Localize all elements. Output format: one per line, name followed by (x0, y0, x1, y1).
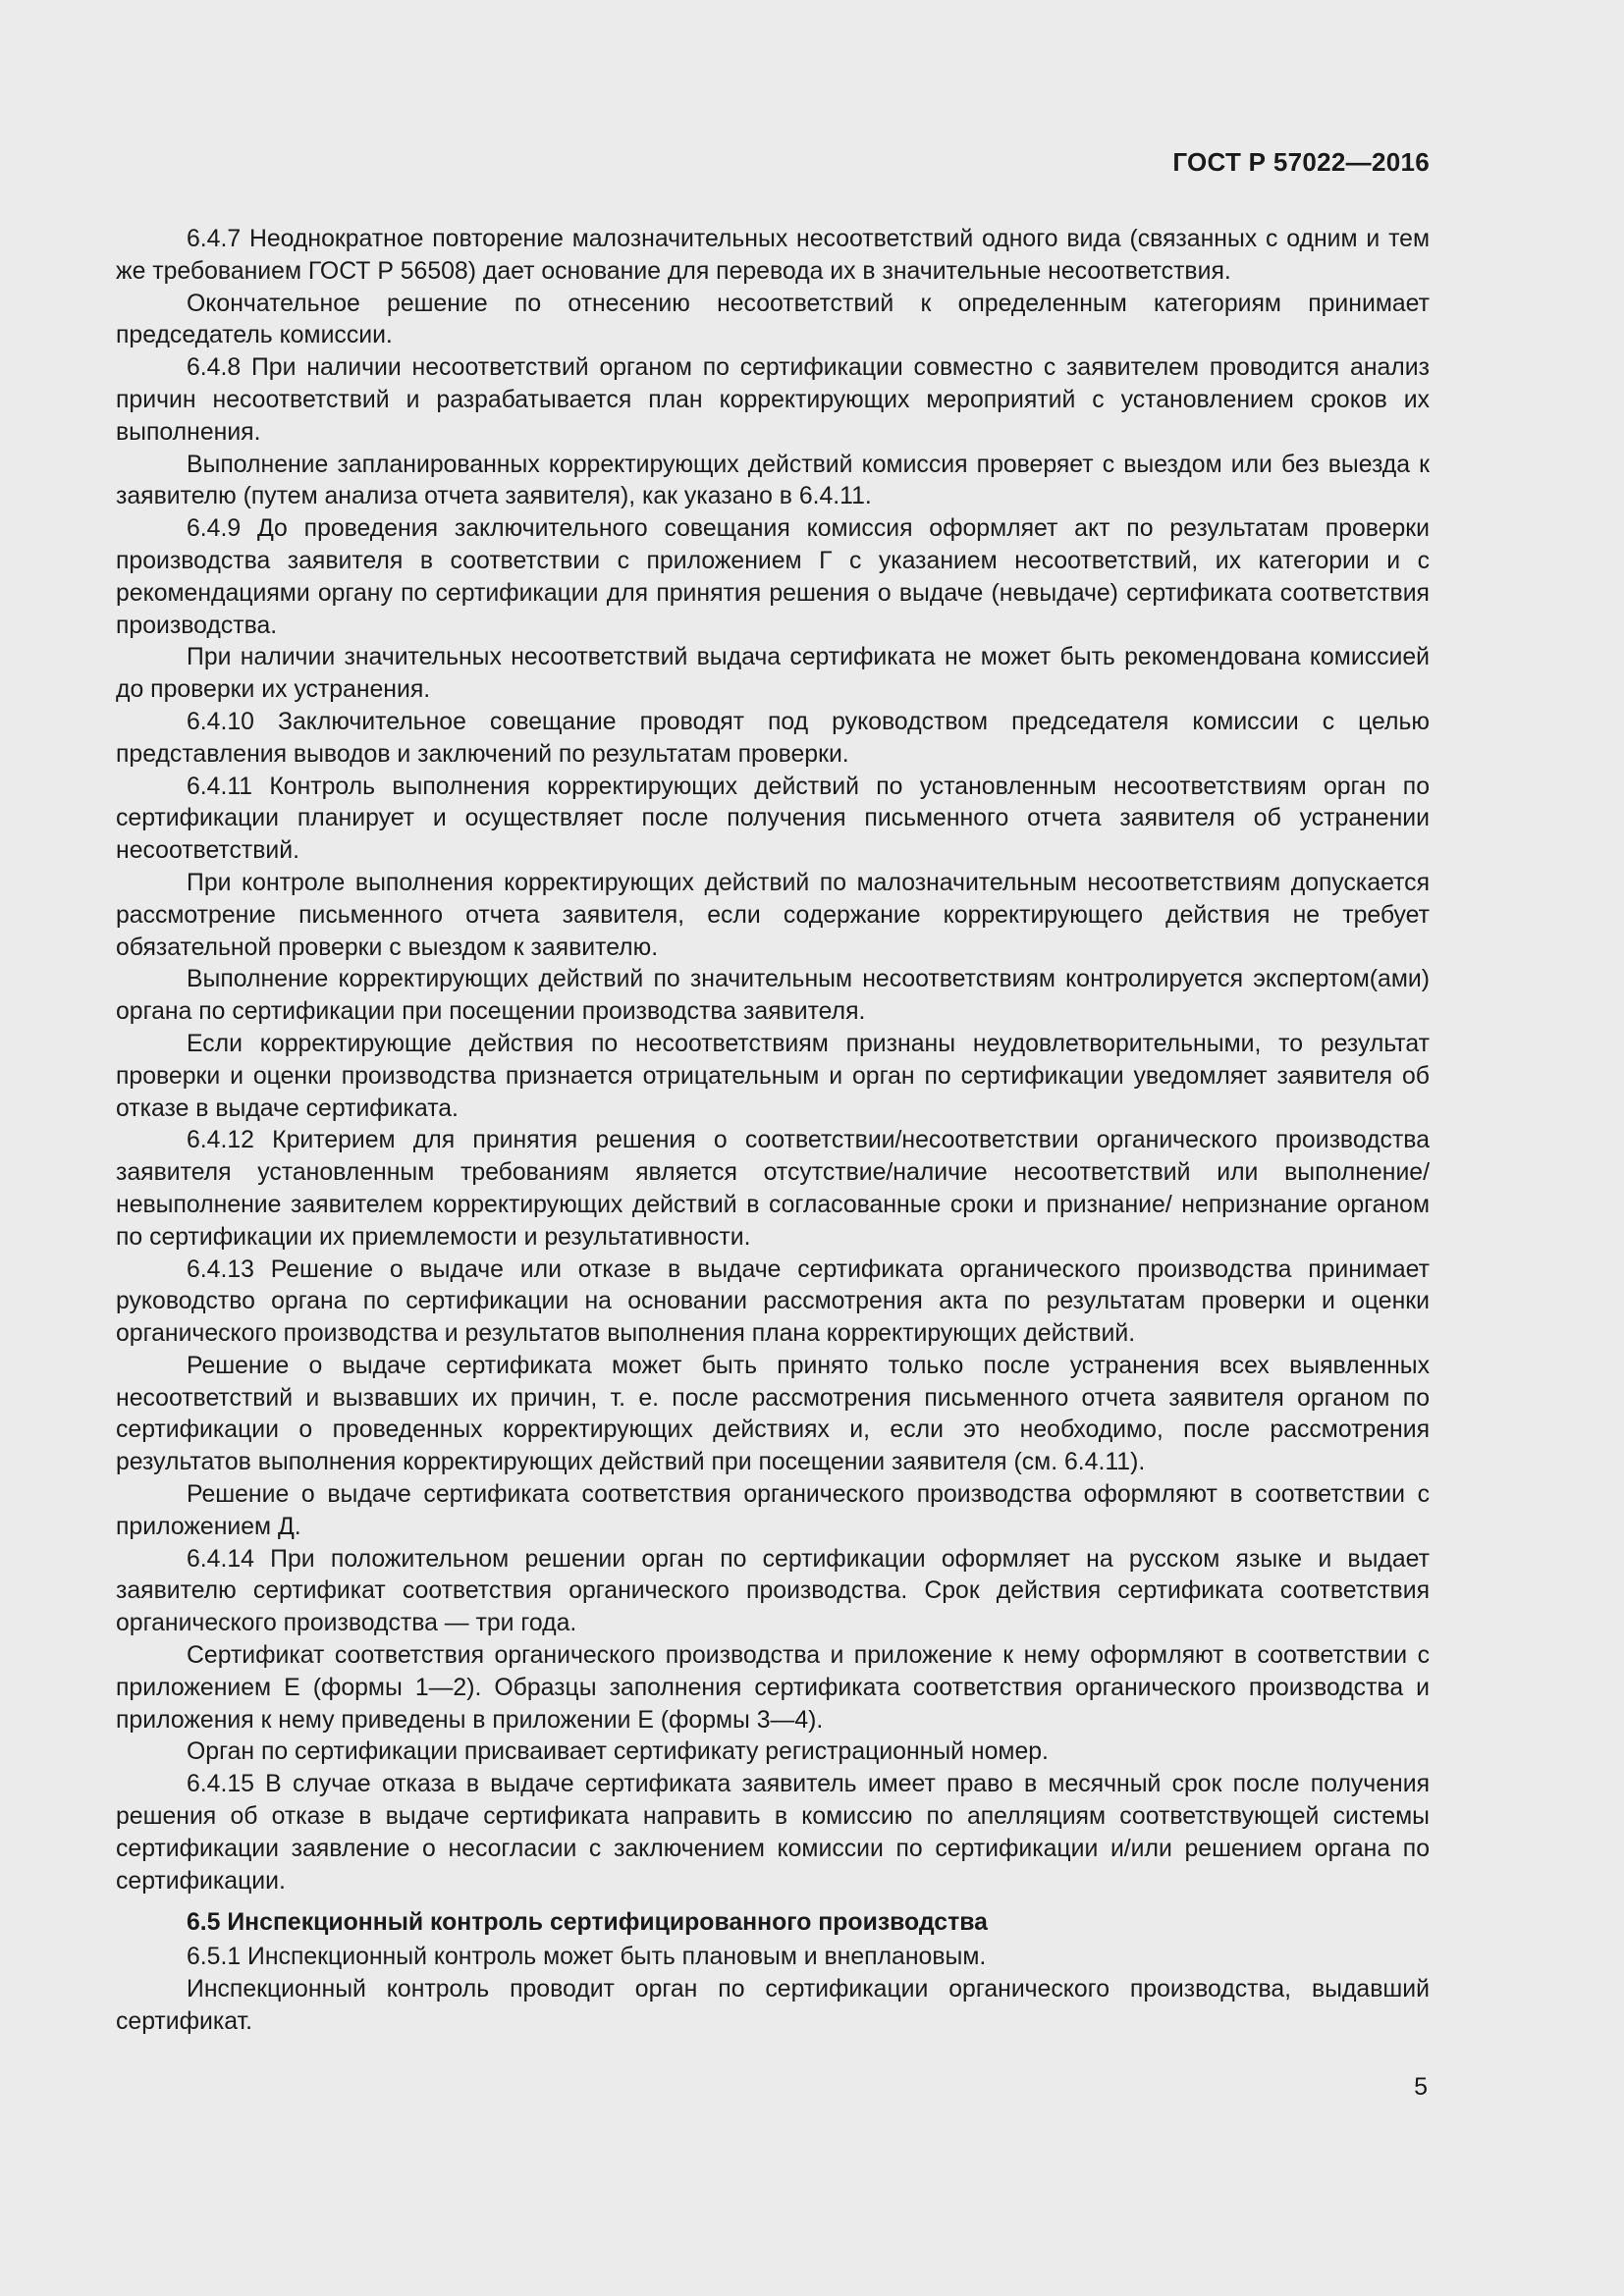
paragraph: Решение о выдаче сертификата соответствия органического производства оформляют в соответствии с приложением Д. (116, 1481, 1430, 1540)
paragraph: Орган по сертификации присваивает сертификату регистрационный номер. (187, 1738, 1049, 1766)
paragraph-6-4-9: 6.4.9 До проведения заключительного совещания комиссия оформляет акт по результатам проверки производства заявителя в соответствии с приложением Г с указанием несоответствий, их категории и с рекомендациями органу по сертификации для принятия решения о выдаче (невыдаче) сертификата соответствия производства. (116, 515, 1430, 639)
paragraph: Сертификат соответствия органического производства и приложение к нему оформляют в соответствии с приложением Е (формы 1—2). Образцы заполнения сертификата соответствия органического производства и приложения к нему приведены в приложении Е (формы 3—4). (116, 1642, 1430, 1734)
paragraph-6-4-13: 6.4.13 Решение о выдаче или отказе в выдаче сертификата органического производства принимает руководство органа по сертификации на основании рассмотрения акта по результатам проверки и оценки органического производства и результатов выполнения плана корректирующих действий. (116, 1255, 1430, 1348)
paragraph-6-4-14: 6.4.14 При положительном решении орган по сертификации оформляет на русском языке и выдает заявителю сертификат соответствия органического производства. Срок действия сертификата соответствия органического производства — три года. (116, 1545, 1430, 1637)
paragraph: Инспекционный контроль проводит орган по сертификации органического производства, выдавший сертификат. (116, 1976, 1430, 2035)
standard-designation: ГОСТ Р 57022—2016 (1172, 147, 1430, 177)
paragraph: Если корректирующие действия по несоответствиям признаны неудовлетворительными, то результат проверки и оценки производства признается отрицательным и орган по сертификации уведомляет заявителя об отказе в выдаче сертификата. (116, 1030, 1430, 1122)
paragraph: Решение о выдаче сертификата может быть принято только после устранения всех выявленных несоответствий и вызвавших их причин, т. е. после рассмотрения письменного отчета заявителя органом по сертификации о проведенных корректирующих действиях и, если это необходимо, после рассмотрения результатов выполнения корректирующих действий при посещении заявителя (см. 6.4.11). (116, 1352, 1430, 1476)
paragraph-6-4-7: 6.4.7 Неоднократное повторение малозначительных несоответствий одного вида (связанных с одним и тем же требованием ГОСТ Р 56508) дает основание для перевода их в значительные несоответствия. (116, 226, 1430, 285)
paragraph-6-4-8: 6.4.8 При наличии несоответствий органом по сертификации совместно с заявителем проводится анализ причин несоответствий и разрабатывается план корректирующих мероприятий с установлением сроков их выполнения. (116, 354, 1430, 446)
page-number: 5 (1414, 2073, 1428, 2101)
paragraph-6-4-12: 6.4.12 Критерием для принятия решения о соответствии/несоответствии органического производства заявителя установленным требованиям является отсутствие/наличие несоответствий или выполнение/невыполнение заявителем корректирующих действий в согласованные сроки и признание/ непризнание органом по сертификации их приемлемости и результативности. (116, 1127, 1430, 1251)
paragraph: Выполнение корректирующих действий по значительным несоответствиям контролируется экспертом(ами) органа по сертификации при посещении производства заявителя. (116, 966, 1430, 1026)
paragraph: Выполнение запланированных корректирующих действий комиссия проверяет с выездом или без выезда к заявителю (путем анализа отчета заявителя), как указано в 6.4.11. (116, 451, 1430, 510)
paragraph: Окончательное решение по отнесению несоответствий к определенным категориям принимает председатель комиссии. (116, 290, 1430, 349)
paragraph-6-5-1: 6.5.1 Инспекционный контроль может быть плановым и внеплановым. (187, 1944, 987, 1971)
body-text (116, 224, 1430, 2039)
paragraph-6-4-15: 6.4.15 В случае отказа в выдаче сертификата заявитель имеет право в месячный срок после получения решения об отказе в выдаче сертификата направить в комиссию по апелляциям соответствующей системы сертификации заявление о несогласии с заключением комиссии по сертификации и/или решением органа по сертификации. (116, 1771, 1430, 1895)
paragraph: При контроле выполнения корректирующих действий по малозначительным несоответствиям допускается рассмотрение письменного отчета заявителя, если содержание корректирующего действия не требует обязательной проверки с выездом к заявителю. (116, 869, 1430, 961)
paragraph-6-4-10: 6.4.10 Заключительное совещание проводят под руководством председателя комиссии с целью представления выводов и заключений по результатам проверки. (116, 708, 1430, 768)
section-heading-6-5: 6.5 Инспекционный контроль сертифицированного производства (187, 1909, 988, 1937)
paragraph: При наличии значительных несоответствий выдача сертификата не может быть рекомендована комиссией до проверки их устранения. (116, 644, 1430, 704)
paragraph-6-4-11: 6.4.11 Контроль выполнения корректирующих действий по установленным несоответствиям орган по сертификации планирует и осуществляет после получения письменного отчета заявителя об устранении несоответствий. (116, 773, 1430, 865)
